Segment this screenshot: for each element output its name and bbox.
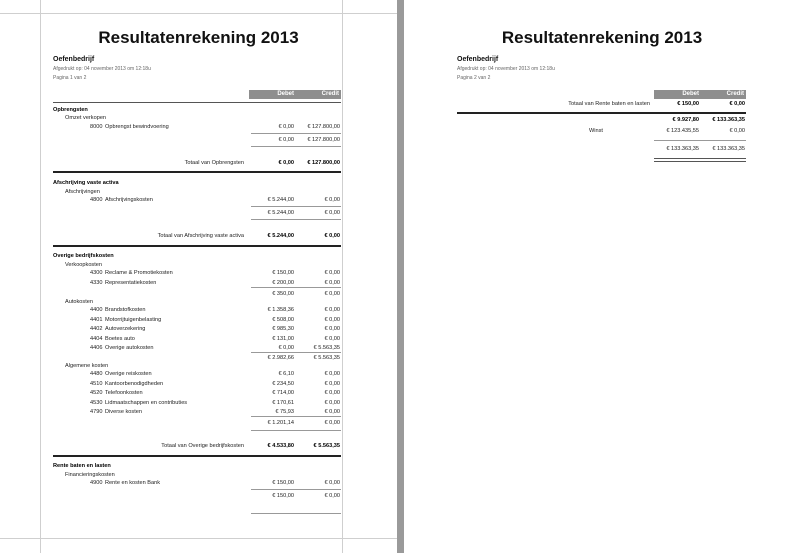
company-name: Oefenbedrijf [457,56,499,63]
credit-value: € 0,00 [324,326,340,333]
winst-label: Winst [589,128,603,134]
col-debet-header: Debet [682,91,699,97]
account-code: 4402 [90,326,103,333]
credit-value: € 0,00 [324,307,340,313]
winst-debet: € 123.435,55 [666,128,699,134]
credit-value: € 0,00 [324,197,340,203]
debet-value: € 131,00 [272,335,294,342]
subtotal-debet: € 5.244,00 [267,210,294,216]
section-total-credit: € 0,00 [324,233,340,239]
subtotal-rule [251,513,341,514]
group-heading: Afschrijvingen [65,189,100,195]
account-code: 4510 [90,380,103,387]
final-total-credit: € 133.363,35 [712,146,745,152]
section-heading: Overige bedrijfskosten [53,253,114,259]
section-heading: Rente baten en lasten [53,463,111,469]
credit-value: € 0,00 [324,279,340,286]
account-name: Overige reiskosten [105,371,152,377]
account-name: Motorrijtuigenbelasting [105,316,162,323]
debet-value: € 234,50 [272,380,294,387]
account-code: 4406 [90,345,103,352]
final-rule-double [654,161,746,162]
credit-value: € 0,00 [324,480,340,486]
account-code: 4404 [90,335,103,342]
margin-guide-bottom [0,538,397,539]
column-header [654,90,746,99]
subtotal-rule [251,206,341,207]
section-total-credit: € 0,00 [729,101,745,107]
company-name: Oefenbedrijf [53,56,95,63]
subtotal-debet: € 2.982,66 [267,355,294,361]
debet-value: € 0,00 [278,124,294,130]
section-rule [457,112,746,114]
subtotal-rule [251,352,341,353]
debet-value: € 714,00 [272,390,294,397]
report-page-1 [0,0,397,553]
printed-date: Afgedrukt op: 04 november 2013 om 12:18u [53,66,151,72]
group-heading: Autokosten [65,299,93,305]
subtotal-debet: € 350,00 [272,291,294,297]
group-heading: Algemene kosten [65,363,109,369]
section-heading: Opbrengsten [53,107,88,113]
credit-value: € 0,00 [324,399,340,406]
credit-value: € 0,00 [324,316,340,323]
debet-value: € 985,30 [272,326,294,333]
account-name: Reclame & Promotiekosten [105,270,173,276]
group-heading: Financieringskosten [65,472,115,478]
margin-guide-top [0,13,397,14]
credit-value: € 0,00 [324,335,340,342]
debet-value: € 200,00 [272,279,294,286]
credit-value: € 0,00 [324,270,340,276]
subtotal-rule [251,287,341,288]
subtotal-rule [251,430,341,431]
credit-value: € 0,00 [324,371,340,377]
subtotal-debet: € 0,00 [278,137,294,143]
debet-value: € 170,61 [272,399,294,406]
section-heading: Afschrijving vaste activa [53,180,119,186]
grand-total-credit: € 133.363,35 [712,117,745,123]
subtotal-rule [654,140,746,141]
section-rule [53,245,341,247]
debet-value: € 508,00 [272,316,294,323]
account-code: 8000 [90,124,103,130]
subtotal-debet: € 150,00 [272,493,294,499]
debet-value: € 150,00 [272,480,294,486]
report-title: Resultatenrekening 2013 [501,28,703,47]
subtotal-credit: € 0,00 [324,420,340,426]
debet-value: € 1.358,36 [267,307,294,313]
account-name: Lidmaatschappen en contributies [105,399,188,406]
margin-guide-left [40,0,41,553]
page-number: Pagina 2 van 2 [457,75,491,81]
subtotal-debet: € 1.201,14 [267,420,294,426]
account-name: Afschrijvingskosten [105,197,153,203]
account-name: Rente en kosten Bank [105,480,161,486]
grand-total-debet: € 9.927,80 [672,117,699,123]
group-heading: Verkoopkosten [65,262,103,268]
final-rule [654,158,746,159]
col-credit-header: Credit [321,91,339,97]
credit-value: € 5.563,35 [313,345,340,352]
col-debet-header: Debet [277,91,294,97]
account-code: 4530 [90,399,103,406]
account-code: 4330 [90,279,103,286]
account-code: 4520 [90,390,103,397]
section-total-label: Totaal van Afschrijving vaste activa [157,233,244,239]
account-name: Diverse kosten [105,409,142,416]
subtotal-credit: € 127.800,00 [307,137,340,143]
section-rule [53,171,341,173]
account-code: 4800 [90,197,103,203]
section-total-debet: € 150,00 [677,101,699,107]
subtotal-rule [251,219,341,220]
account-name: Autoverzekering [105,326,146,333]
section-total-debet: € 5.244,00 [267,233,294,239]
section-total-debet: € 0,00 [278,160,294,166]
account-name: Brandstofkosten [105,307,146,313]
printed-date: Afgedrukt op: 04 november 2013 om 12:18u [457,66,555,72]
group-heading: Omzet verkopen [65,115,107,121]
section-total-label: Totaal van Opbrengsten [184,160,244,166]
credit-value: € 0,00 [324,390,340,397]
debet-value: € 6,10 [278,371,294,377]
credit-value: € 0,00 [324,380,340,387]
account-code: 4480 [90,371,103,377]
subtotal-rule [251,489,341,490]
report-page-2 [404,0,800,553]
margin-guide-right [342,0,343,553]
subtotal-rule [251,133,341,134]
account-code: 4790 [90,409,103,416]
page-number: Pagina 1 van 2 [53,75,87,81]
account-code: 4401 [90,316,103,323]
section-total-label: Totaal van Rente baten en lasten [568,101,650,107]
subtotal-credit: € 0,00 [324,493,340,499]
account-code: 4300 [90,270,103,276]
report-title: Resultatenrekening 2013 [98,28,299,47]
subtotal-rule [251,146,341,147]
header-rule [53,102,341,103]
account-name: Telefoonkosten [105,390,143,397]
debet-value: € 5.244,00 [267,197,294,203]
section-total-credit: € 127.800,00 [307,160,340,166]
section-total-credit: € 5.563,35 [313,443,340,449]
account-name: Kantoorbenodigdheden [105,380,164,387]
subtotal-credit: € 0,00 [324,210,340,216]
account-name: Representatiekosten [105,279,157,286]
account-name: Opbrengst bewindvoering [105,124,169,130]
section-total-debet: € 4.533,80 [267,443,294,449]
account-code: 4900 [90,480,103,486]
credit-value: € 127.800,00 [307,124,340,130]
section-rule [53,455,341,457]
subtotal-credit: € 0,00 [324,291,340,297]
winst-credit: € 0,00 [729,128,745,134]
column-header [249,90,341,99]
debet-value: € 150,00 [272,270,294,276]
debet-value: € 75,93 [275,409,294,416]
account-name: Overige autokosten [105,345,154,352]
account-name: Boetes auto [105,335,135,342]
subtotal-rule [251,416,341,417]
subtotal-credit: € 5.563,35 [313,355,340,361]
col-credit-header: Credit [726,91,744,97]
debet-value: € 0,00 [278,345,294,352]
section-total-label: Totaal van Overige bedrijfskosten [161,443,244,449]
credit-value: € 0,00 [324,409,340,416]
final-total-debet: € 133.363,35 [666,146,699,152]
account-code: 4400 [90,307,103,313]
